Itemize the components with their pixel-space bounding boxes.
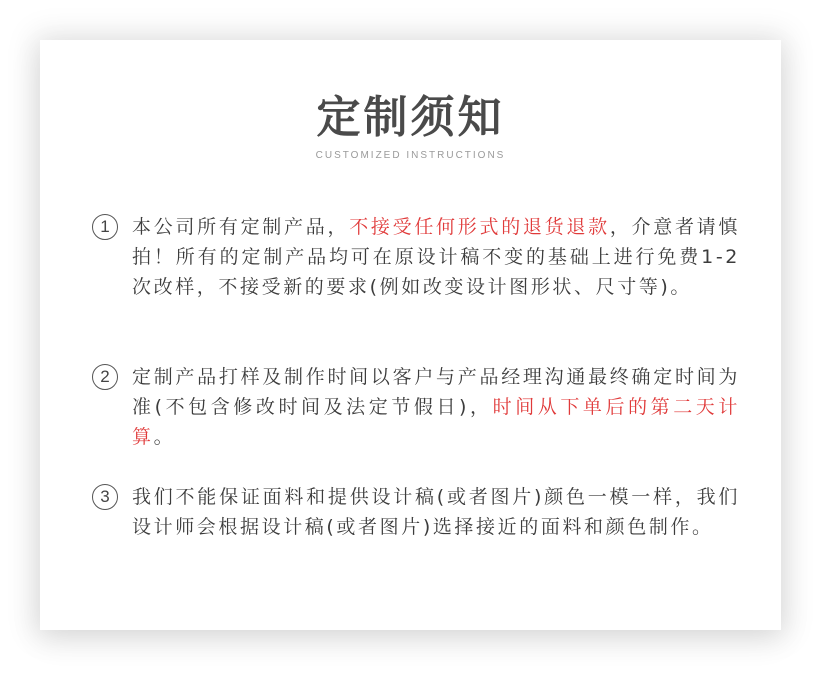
- instruction-text-3-part-a: 我们不能保证面料和提供设计稿(或者图片)颜色一模一样，我们设计师会根据设计稿(或者图片)选择接近的面料和颜色制作。: [132, 486, 740, 538]
- instruction-text-2: [132, 362, 740, 452]
- instruction-text-1: [132, 212, 740, 302]
- instruction-text-2-part-b: 。: [153, 426, 176, 448]
- circled-number-1: 1: [92, 214, 118, 240]
- circled-number-2: 2: [92, 364, 118, 390]
- instructions-card: [40, 40, 781, 630]
- instruction-text-1-part-b: ，介意者请慎拍！所有的定制产品均可在原设计稿不变的基础上进行免费1-2次改样，不接受新的要求(例如改变设计图形状、尺寸等)。: [132, 216, 741, 298]
- instruction-text-2-part-a: 定制产品打样及制作时间以客户与产品经理沟通最终确定时间为准(不包含修改时间及法定节假日)，: [132, 366, 740, 418]
- instruction-text-1-part-a: 本公司所有定制产品，: [132, 216, 350, 238]
- instruction-highlight-1: 不接受任何形式的退货退款: [349, 216, 610, 238]
- page-title: 定制须知: [316, 92, 505, 143]
- page-subtitle: CUSTOMIZED INSTRUCTIONS: [315, 150, 506, 161]
- circled-number-3: 3: [92, 484, 118, 510]
- instruction-highlight-2: 时间从下单后的第二天计算: [132, 396, 740, 448]
- instruction-text-3: [132, 482, 740, 542]
